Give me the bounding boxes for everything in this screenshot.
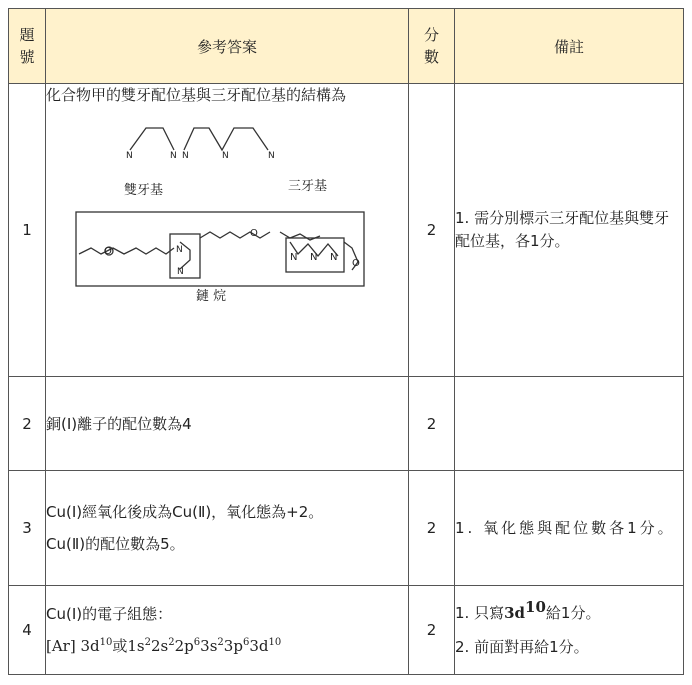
o-atom: O [250,228,258,239]
config-term: 2s [151,637,169,655]
config-exp: 2 [168,637,175,648]
row-number: 2 [9,377,46,471]
answer-line: Cu(Ⅰ)的電子組態： [46,605,173,623]
table-row [9,84,684,377]
n-atom: N [176,245,183,255]
table-row [9,471,684,586]
score-cell: 2 [409,84,455,377]
config-term: 3p [223,637,243,655]
score-cell: 2 [409,586,455,675]
header-score [409,9,455,84]
n-atom: N [182,151,189,161]
config-exp: 10 [268,637,282,648]
n-atom: N [268,151,275,161]
config-exp: 2 [144,637,151,648]
n-atom: N [126,151,133,161]
ligand-skeleton-top [130,128,174,150]
config-exp: 2 [217,637,224,648]
answer-cell [46,471,409,586]
answer-line: Cu(Ⅱ)的配位數為5。 [46,535,185,553]
note-cell: 1. 需分別標示三牙配位基與雙牙配位基，各1分。 [455,84,684,377]
header-answer: 參考答案 [46,9,409,84]
answer-table [8,8,684,675]
note-line [455,597,683,625]
note-exp: 10 [525,597,546,616]
chain-middle [200,232,270,238]
tridentate-label: 三牙基 [288,179,328,194]
answer-text: 化合物甲的雙牙配位基與三牙配位基的結構為 [46,86,347,104]
chain-label: 鏈 烷 [196,289,227,302]
score-cell: 2 [409,377,455,471]
config-exp: 6 [193,637,201,648]
note-text: 1. 只寫 [455,603,505,622]
answer-line: Cu(Ⅰ)經氧化後成為Cu(Ⅱ)，氧化態為+2。 [46,503,324,521]
answer-cell [46,586,409,675]
table-row [9,377,684,471]
ligand-structure-diagram [46,114,376,302]
answer-cell [46,84,409,377]
answer-cell: 銅(Ⅰ)離子的配位數為4 [46,377,409,471]
config-prefix: [Ar] 3d [46,637,100,655]
header-row [9,9,684,84]
config-term: 2p [174,637,194,655]
chain-left [79,248,174,254]
config-term: 3s [200,637,218,655]
note-math: 3d [504,603,526,622]
o-atom: O [352,258,360,269]
config-term: 1s [127,637,145,655]
bidentate-label: 雙牙基 [124,183,164,198]
note-cell [455,586,684,675]
note-text: 給1分。 [545,603,601,622]
row-number: 4 [9,586,46,675]
header-score-label: 分數 [423,26,439,66]
table-row [9,586,684,675]
config-exp: 6 [242,637,250,648]
rotaxane-frame [76,212,364,286]
bidentate-box [170,234,200,278]
note-cell: 1. 氧化態與配位數各1分。 [455,471,684,586]
n-atom: N [330,252,338,263]
row-number: 3 [9,471,46,586]
note-line: 2. 前面對再給1分。 [455,637,589,656]
ligand-skeleton-top-2 [184,128,268,150]
n-atom: N [170,151,177,161]
o-atom: O [104,246,112,257]
n-atom: N [290,252,298,263]
config-exp: 10 [99,637,113,648]
row-number: 1 [9,84,46,377]
note-cell [455,377,684,471]
score-cell: 2 [409,471,455,586]
n-atom: N [310,252,318,263]
header-no [9,9,46,84]
config-term: 3d [249,637,269,655]
header-no-label: 題號 [19,26,35,66]
n-atom: N [177,267,184,277]
config-or: 或 [112,637,128,655]
electron-configuration [46,635,408,657]
n-atom: N [222,151,229,161]
header-note: 備註 [455,9,684,84]
